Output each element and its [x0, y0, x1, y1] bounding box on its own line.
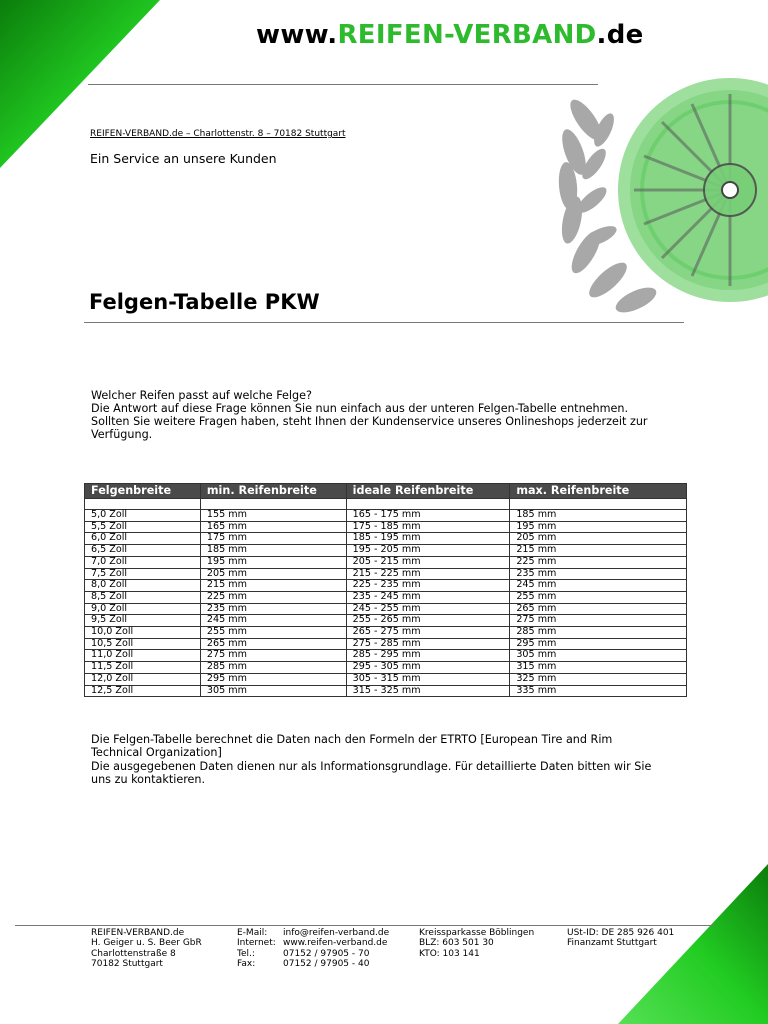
table-cell: 225 mm	[200, 591, 346, 603]
table-cell: 265 mm	[510, 603, 687, 615]
table-cell: 305 mm	[510, 650, 687, 662]
column-header: Felgenbreite	[85, 484, 201, 499]
table-cell: 9,0 Zoll	[85, 603, 201, 615]
footer-contact-labels	[237, 928, 276, 970]
table-row	[85, 627, 687, 639]
table-cell: 215 - 225 mm	[346, 568, 510, 580]
table-cell: 7,5 Zoll	[85, 568, 201, 580]
table-cell: 8,5 Zoll	[85, 591, 201, 603]
table-cell: 235 mm	[200, 603, 346, 615]
table-row	[85, 533, 687, 545]
table-cell: 225 mm	[510, 556, 687, 568]
notes-line: Die ausgegebenen Daten dienen nur als Informationsgrundlage. Für detaillierte Daten bitten wir Sie	[91, 759, 652, 773]
table-cell: 205 mm	[510, 533, 687, 545]
table-row	[85, 603, 687, 615]
table-row	[85, 556, 687, 568]
footer-label: Internet:	[237, 938, 276, 949]
table-row	[85, 662, 687, 674]
footer-label: Fax:	[237, 959, 256, 970]
tagline: Ein Service an unsere Kunden	[90, 151, 277, 166]
table-cell: 195 mm	[510, 521, 687, 533]
table-cell: 295 - 305 mm	[346, 662, 510, 674]
footer-divider	[15, 925, 715, 926]
table-cell: 205 - 215 mm	[346, 556, 510, 568]
table-cell: 10,5 Zoll	[85, 638, 201, 650]
table-cell: 245 mm	[200, 615, 346, 627]
table-cell: 8,0 Zoll	[85, 580, 201, 592]
footer-line: Finanzamt Stuttgart	[567, 938, 657, 949]
footer-line: KTO: 103 141	[419, 948, 480, 959]
table-cell: 195 - 205 mm	[346, 545, 510, 557]
table-cell: 275 mm	[200, 650, 346, 662]
table-cell: 235 - 245 mm	[346, 591, 510, 603]
table-cell: 245 mm	[510, 580, 687, 592]
table-cell: 165 mm	[200, 521, 346, 533]
footer-line: USt-ID: DE 285 926 401	[567, 928, 675, 938]
footer-label: E-Mail:	[237, 928, 268, 938]
footer-contact-values	[283, 928, 389, 970]
table-cell: 315 - 325 mm	[346, 685, 510, 697]
table-cell: 295 mm	[200, 673, 346, 685]
site-url-prefix: www.	[256, 20, 338, 50]
site-url-brand: REIFEN-VERBAND	[337, 20, 597, 50]
table-cell	[346, 499, 510, 510]
table-cell: 285 - 295 mm	[346, 650, 510, 662]
wheel-logo	[552, 60, 768, 322]
table-cell: 255 - 265 mm	[346, 615, 510, 627]
table-cell: 155 mm	[200, 510, 346, 522]
table-cell: 6,5 Zoll	[85, 545, 201, 557]
table-cell: 265 - 275 mm	[346, 627, 510, 639]
table-cell	[510, 499, 687, 510]
table-cell: 225 - 235 mm	[346, 580, 510, 592]
footer-line: BLZ: 603 501 30	[419, 938, 494, 949]
table-cell	[85, 499, 201, 510]
table-row	[85, 521, 687, 533]
table-cell: 235 mm	[510, 568, 687, 580]
table-cell: 185 mm	[510, 510, 687, 522]
table-cell	[200, 499, 346, 510]
table-cell: 6,0 Zoll	[85, 533, 201, 545]
table-cell: 10,0 Zoll	[85, 627, 201, 639]
column-header: max. Reifenbreite	[510, 484, 687, 499]
footer-email-link[interactable]: info@reifen-verband.de	[283, 928, 390, 938]
table-row	[85, 545, 687, 557]
rim-icon	[618, 78, 768, 302]
table-cell: 185 mm	[200, 545, 346, 557]
table-cell: 215 mm	[200, 580, 346, 592]
footer-line: 70182 Stuttgart	[91, 959, 163, 970]
rim-width-table	[84, 483, 687, 697]
column-header: min. Reifenbreite	[200, 484, 346, 499]
table-cell: 275 mm	[510, 615, 687, 627]
table-cell: 9,5 Zoll	[85, 615, 201, 627]
intro-line: Sollten Sie weitere Fragen haben, steht Ihnen der Kundenservice unseres Onlineshops jederzeit zur	[91, 415, 648, 428]
table-cell: 285 mm	[510, 627, 687, 639]
intro-line: Welcher Reifen passt auf welche Felge?	[91, 389, 312, 402]
table-cell: 255 mm	[510, 591, 687, 603]
footer-fax: 07152 / 97905 - 40	[283, 959, 370, 970]
footer-line: Kreissparkasse Böblingen	[419, 928, 535, 938]
table-row	[85, 580, 687, 592]
table-cell: 5,5 Zoll	[85, 521, 201, 533]
table-spacer-row	[85, 499, 687, 510]
footer-tax	[567, 928, 674, 949]
table-row	[85, 510, 687, 522]
footer-phone: 07152 / 97905 - 70	[283, 948, 370, 959]
intro-line: Die Antwort auf diese Frage können Sie nun einfach aus der unteren Felgen-Tabelle entnehmen.	[91, 402, 629, 415]
table-row	[85, 650, 687, 662]
title-underline	[84, 322, 684, 323]
footer-website-link[interactable]: www.reifen-verband.de	[283, 938, 388, 949]
footer-label: Tel.:	[237, 948, 255, 959]
table-header-row	[85, 484, 687, 499]
notes-line: Die Felgen-Tabelle berechnet die Daten nach den Formeln der ETRTO [European Tire and Rim	[91, 733, 613, 746]
site-url-suffix: .de	[596, 20, 644, 50]
table-cell: 255 mm	[200, 627, 346, 639]
table-cell: 205 mm	[200, 568, 346, 580]
table-row	[85, 615, 687, 627]
footer-line: REIFEN-VERBAND.de	[91, 928, 185, 938]
table-cell: 325 mm	[510, 673, 687, 685]
table-cell: 12,5 Zoll	[85, 685, 201, 697]
table-row	[85, 685, 687, 697]
table-cell: 5,0 Zoll	[85, 510, 201, 522]
sender-address-line: REIFEN-VERBAND.de – Charlottenstr. 8 – 70182 Stuttgart	[90, 129, 346, 139]
table-cell: 335 mm	[510, 685, 687, 697]
table-cell: 11,0 Zoll	[85, 650, 201, 662]
table-cell: 11,5 Zoll	[85, 662, 201, 674]
table-cell: 305 mm	[200, 685, 346, 697]
table-cell: 315 mm	[510, 662, 687, 674]
intro-line: Verfügung.	[91, 428, 153, 441]
table-row	[85, 638, 687, 650]
table-cell: 195 mm	[200, 556, 346, 568]
table-cell: 265 mm	[200, 638, 346, 650]
header-divider	[88, 84, 598, 85]
column-header: ideale Reifenbreite	[346, 484, 510, 499]
table-cell: 185 - 195 mm	[346, 533, 510, 545]
table-cell: 165 - 175 mm	[346, 510, 510, 522]
footer-line: Charlottenstraße 8	[91, 948, 176, 959]
table-cell: 175 mm	[200, 533, 346, 545]
page-title: Felgen-Tabelle PKW	[89, 290, 320, 314]
table-row	[85, 568, 687, 580]
table-row	[85, 591, 687, 603]
notes-line: uns zu kontaktieren.	[91, 773, 206, 787]
footer-company	[91, 928, 202, 970]
table-cell: 245 - 255 mm	[346, 603, 510, 615]
table-cell: 305 - 315 mm	[346, 673, 510, 685]
table-cell: 215 mm	[510, 545, 687, 557]
intro-text	[91, 389, 691, 441]
table-cell: 285 mm	[200, 662, 346, 674]
table-cell: 12,0 Zoll	[85, 673, 201, 685]
notes-text	[91, 733, 651, 787]
table-cell: 7,0 Zoll	[85, 556, 201, 568]
table-cell: 275 - 285 mm	[346, 638, 510, 650]
notes-line: Technical Organization]	[91, 746, 222, 760]
table-cell: 175 - 185 mm	[346, 521, 510, 533]
footer-line: H. Geiger u. S. Beer GbR	[91, 938, 202, 949]
table-cell: 295 mm	[510, 638, 687, 650]
table-row	[85, 673, 687, 685]
site-url-heading	[256, 20, 644, 50]
footer-bank	[419, 928, 534, 959]
green-corner-top-left	[0, 0, 160, 170]
